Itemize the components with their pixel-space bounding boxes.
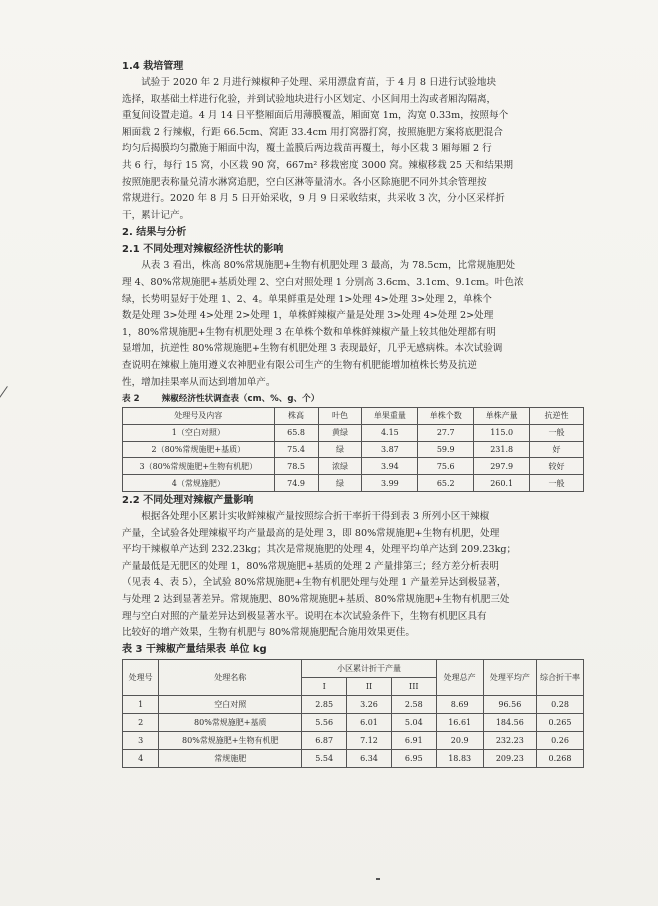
table-cell: 74.9 bbox=[274, 475, 318, 492]
paragraph-line: 产量，全试验各处理辣椒平均产量最高的是处理 3，即 80%常规施肥+生物有机肥，处理 bbox=[122, 527, 500, 539]
table-row bbox=[123, 458, 584, 475]
table-cell: 3.87 bbox=[362, 441, 418, 458]
paragraph-line: （见表 4、表 5），全试验 80%常规施肥+生物有机肥处理与处理 1 产量差异达到极显著， bbox=[122, 577, 507, 589]
table-cell: 0.268 bbox=[537, 749, 584, 767]
table-cell: 232.23 bbox=[483, 731, 536, 749]
paragraph-line: 共 6 行，每行 15 窝，小区栽 90 窝，667m² 移栽密度 3000 窝。辣椒移栽 25 天和结果期 bbox=[122, 159, 513, 171]
table-cell: 0.28 bbox=[537, 695, 584, 713]
paragraph-line: 理与空白对照的产量差异达到极显著水平。说明在本次试验条件下，生物有机肥区具有 bbox=[122, 610, 487, 622]
section-2-2-paragraph bbox=[122, 509, 584, 642]
table-cell: 2（80%常规施肥+基质） bbox=[123, 441, 275, 458]
table-cell: 5.56 bbox=[302, 713, 347, 731]
table-header-cell: 处理号 bbox=[123, 659, 159, 695]
table-3 bbox=[122, 659, 584, 768]
table-cell: 75.4 bbox=[274, 441, 318, 458]
table-cell: 好 bbox=[530, 441, 584, 458]
paragraph-line: 理 4、80%常规施肥+基质处理 2、空白对照处理 1 分别高 3.6cm、3.1cm、9.1cm。叶色浓 bbox=[122, 276, 524, 288]
table-header-cell: I bbox=[302, 677, 347, 695]
table-header-cell: II bbox=[347, 677, 392, 695]
table-cell: 18.83 bbox=[436, 749, 483, 767]
table-cell: 80%常规施肥+基质 bbox=[159, 713, 302, 731]
table-header-cell: 综合折干率 bbox=[537, 659, 584, 695]
table-row bbox=[123, 695, 584, 713]
paragraph-line: 选择，取基础土样进行化验，并到试验地块进行小区划定、小区间用土沟或者厢沟隔离， bbox=[122, 93, 497, 105]
table-cell: 6.87 bbox=[302, 731, 347, 749]
table-row bbox=[123, 749, 584, 767]
table-cell: 2.58 bbox=[391, 695, 436, 713]
table-cell: 16.61 bbox=[436, 713, 483, 731]
paragraph-line: 比较好的增产效果，生物有机肥与 80%常规施肥配合施用效果更佳。 bbox=[122, 627, 415, 639]
table-cell: 6.95 bbox=[391, 749, 436, 767]
document-body bbox=[122, 58, 584, 768]
table-header-cell: 小区累计折干产量 bbox=[302, 659, 436, 677]
table-cell: 96.56 bbox=[483, 695, 536, 713]
table-2-caption bbox=[122, 393, 584, 406]
table-cell: 3（80%常规施肥+生物有机肥） bbox=[123, 458, 275, 475]
section-2-1-paragraph bbox=[122, 258, 584, 391]
table-2-title: 辣椒经济性状调查表（cm、%、g、个） bbox=[161, 394, 320, 405]
table-cell: 297.9 bbox=[474, 458, 530, 475]
table-cell: 浓绿 bbox=[318, 458, 362, 475]
table-header-row bbox=[123, 408, 584, 425]
table-cell: 3.99 bbox=[362, 475, 418, 492]
table-row bbox=[123, 731, 584, 749]
table-cell: 27.7 bbox=[418, 424, 474, 441]
paragraph-line: 根据各处理小区累计实收鲜辣椒产量按照综合折干率折干得到表 3 所列小区干辣椒 bbox=[141, 511, 490, 523]
table-cell: 260.1 bbox=[474, 475, 530, 492]
table-cell: 较好 bbox=[530, 458, 584, 475]
table-cell: 绿 bbox=[318, 475, 362, 492]
footer-mark bbox=[376, 878, 380, 880]
table-cell: 4 bbox=[123, 749, 159, 767]
table-cell: 7.12 bbox=[347, 731, 392, 749]
table-3-caption: 表 3 干辣椒产量结果表 单位 kg bbox=[122, 643, 267, 655]
table-cell: 2.85 bbox=[302, 695, 347, 713]
margin-mark bbox=[0, 386, 16, 404]
table-cell: 4.15 bbox=[362, 424, 418, 441]
paragraph-line: 查说明在辣椒上施用遵义农神肥业有限公司生产的生物有机肥能增加植株长势及抗逆 bbox=[122, 359, 477, 371]
section-heading-2-1: 2.1 不同处理对辣椒经济性状的影响 bbox=[122, 244, 284, 256]
table-cell: 一般 bbox=[530, 424, 584, 441]
paragraph-line: 试验于 2020 年 2 月进行辣椒种子处理、采用漂盘育苗，于 4 月 8 日进行试验地块 bbox=[141, 77, 497, 88]
table-row bbox=[123, 713, 584, 731]
section-heading-2-2: 2.2 不同处理对辣椒产量影响 bbox=[122, 495, 254, 507]
table-cell: 6.91 bbox=[391, 731, 436, 749]
table-cell: 2 bbox=[123, 713, 159, 731]
table-cell: 3.94 bbox=[362, 458, 418, 475]
paragraph-line: 重复间设置走道。4 月 14 日平整厢面后用薄膜覆盖，厢面宽 1m，沟宽 0.33m，按照每个 bbox=[122, 110, 509, 122]
table-2-number: 表 2 bbox=[122, 394, 140, 405]
table-header-cell: 单株产量 bbox=[474, 408, 530, 425]
paragraph-line: 干，累计记产。 bbox=[122, 209, 190, 221]
table-cell: 231.8 bbox=[474, 441, 530, 458]
table-cell: 常规施肥 bbox=[159, 749, 302, 767]
table-header-cell: III bbox=[391, 677, 436, 695]
paragraph-line: 从表 3 看出，株高 80%常规施肥+生物有机肥处理 3 最高，为 78.5cm，比常规施肥处 bbox=[141, 260, 516, 272]
paragraph-line: 绿，长势明显好于处理 1、2、4。单果鲜重是处理 1>处理 4>处理 3>处理 2，单株个 bbox=[122, 293, 492, 305]
table-header-cell: 处理号及内容 bbox=[123, 408, 275, 425]
paragraph-line: 按照施肥表称量兑清水淋窝追肥，空白区淋等量清水。各小区除施肥不同外其余管理按 bbox=[122, 176, 487, 188]
table-cell: 0.26 bbox=[537, 731, 584, 749]
table-header-cell: 处理平均产 bbox=[483, 659, 536, 695]
table-cell: 5.54 bbox=[302, 749, 347, 767]
table-cell: 一般 bbox=[530, 475, 584, 492]
table-header-row bbox=[123, 659, 584, 677]
table-header-cell: 单果重量 bbox=[362, 408, 418, 425]
table-header-cell: 处理名称 bbox=[159, 659, 302, 695]
table-cell: 3 bbox=[123, 731, 159, 749]
table-cell: 78.5 bbox=[274, 458, 318, 475]
table-cell: 4（常规施肥） bbox=[123, 475, 275, 492]
table-cell: 20.9 bbox=[436, 731, 483, 749]
table-row bbox=[123, 475, 584, 492]
paragraph-line: 数是处理 3>处理 4>处理 2>处理 1，单株鲜辣椒产量是处理 3>处理 4>处理 2>处理 bbox=[122, 310, 494, 322]
table-cell: 6.01 bbox=[347, 713, 392, 731]
section-1-4-paragraph bbox=[122, 75, 584, 224]
paragraph-line: 厢面栽 2 行辣椒，行距 66.5cm、窝距 33.4cm 用打窝器打窝，按照施肥方案将底肥混合 bbox=[122, 126, 503, 138]
table-cell: 绿 bbox=[318, 441, 362, 458]
table-cell: 80%常规施肥+生物有机肥 bbox=[159, 731, 302, 749]
table-row bbox=[123, 424, 584, 441]
table-2 bbox=[122, 407, 584, 492]
table-cell: 8.69 bbox=[436, 695, 483, 713]
table-header-cell: 株高 bbox=[274, 408, 318, 425]
table-header-cell: 处理总产 bbox=[436, 659, 483, 695]
paragraph-line: 常规进行。2020 年 8 月 5 日开始采收，9 月 9 日采收结束，共采收 3 次，分小区采样折 bbox=[122, 193, 505, 205]
table-cell: 空白对照 bbox=[159, 695, 302, 713]
table-cell: 1（空白对照） bbox=[123, 424, 275, 441]
table-header-cell: 叶色 bbox=[318, 408, 362, 425]
section-heading-2: 2. 结果与分析 bbox=[122, 227, 187, 239]
paragraph-line: 与处理 2 达到显著差异。常规施肥、80%常规施肥+基质、80%常规施肥+生物有机肥三处 bbox=[122, 594, 510, 606]
table-cell: 65.8 bbox=[274, 424, 318, 441]
table-cell: 184.56 bbox=[483, 713, 536, 731]
table-cell: 0.265 bbox=[537, 713, 584, 731]
table-cell: 59.9 bbox=[418, 441, 474, 458]
paragraph-line: 平均干辣椒单产达到 232.23kg；其次是常规施肥的处理 4，处理平均单产达到 209.23kg； bbox=[122, 544, 517, 556]
table-cell: 6.34 bbox=[347, 749, 392, 767]
table-header-cell: 单株个数 bbox=[418, 408, 474, 425]
table-cell: 65.2 bbox=[418, 475, 474, 492]
table-cell: 115.0 bbox=[474, 424, 530, 441]
table-cell: 5.04 bbox=[391, 713, 436, 731]
paragraph-line: 产量最低是无肥区的处理 1，80%常规施肥+基质的处理 2 产量排第三；经方差分析表明 bbox=[122, 560, 499, 572]
paragraph-line: 性，增加挂果率从而达到增加单产。 bbox=[122, 376, 276, 388]
paragraph-line: 显增加，抗逆性 80%常规施肥+生物有机肥处理 3 表现最好，几乎无感病株。本次试验调 bbox=[122, 343, 503, 355]
table-row bbox=[123, 441, 584, 458]
table-cell: 75.6 bbox=[418, 458, 474, 475]
paragraph-line: 1，80%常规施肥+生物有机肥处理 3 在单株个数和单株鲜辣椒产量上较其他处理都有明 bbox=[122, 326, 496, 338]
table-header-cell: 抗逆性 bbox=[530, 408, 584, 425]
table-cell: 209.23 bbox=[483, 749, 536, 767]
table-cell: 黄绿 bbox=[318, 424, 362, 441]
paragraph-line: 均匀后揭膜均匀撒施于厢面中沟，覆土盖膜后两边栽苗再覆土，每小区栽 3 厢每厢 2 行 bbox=[122, 143, 492, 155]
table-cell: 1 bbox=[123, 695, 159, 713]
table-cell: 3.26 bbox=[347, 695, 392, 713]
section-heading-1-4: 1.4 栽培管理 bbox=[122, 61, 184, 72]
